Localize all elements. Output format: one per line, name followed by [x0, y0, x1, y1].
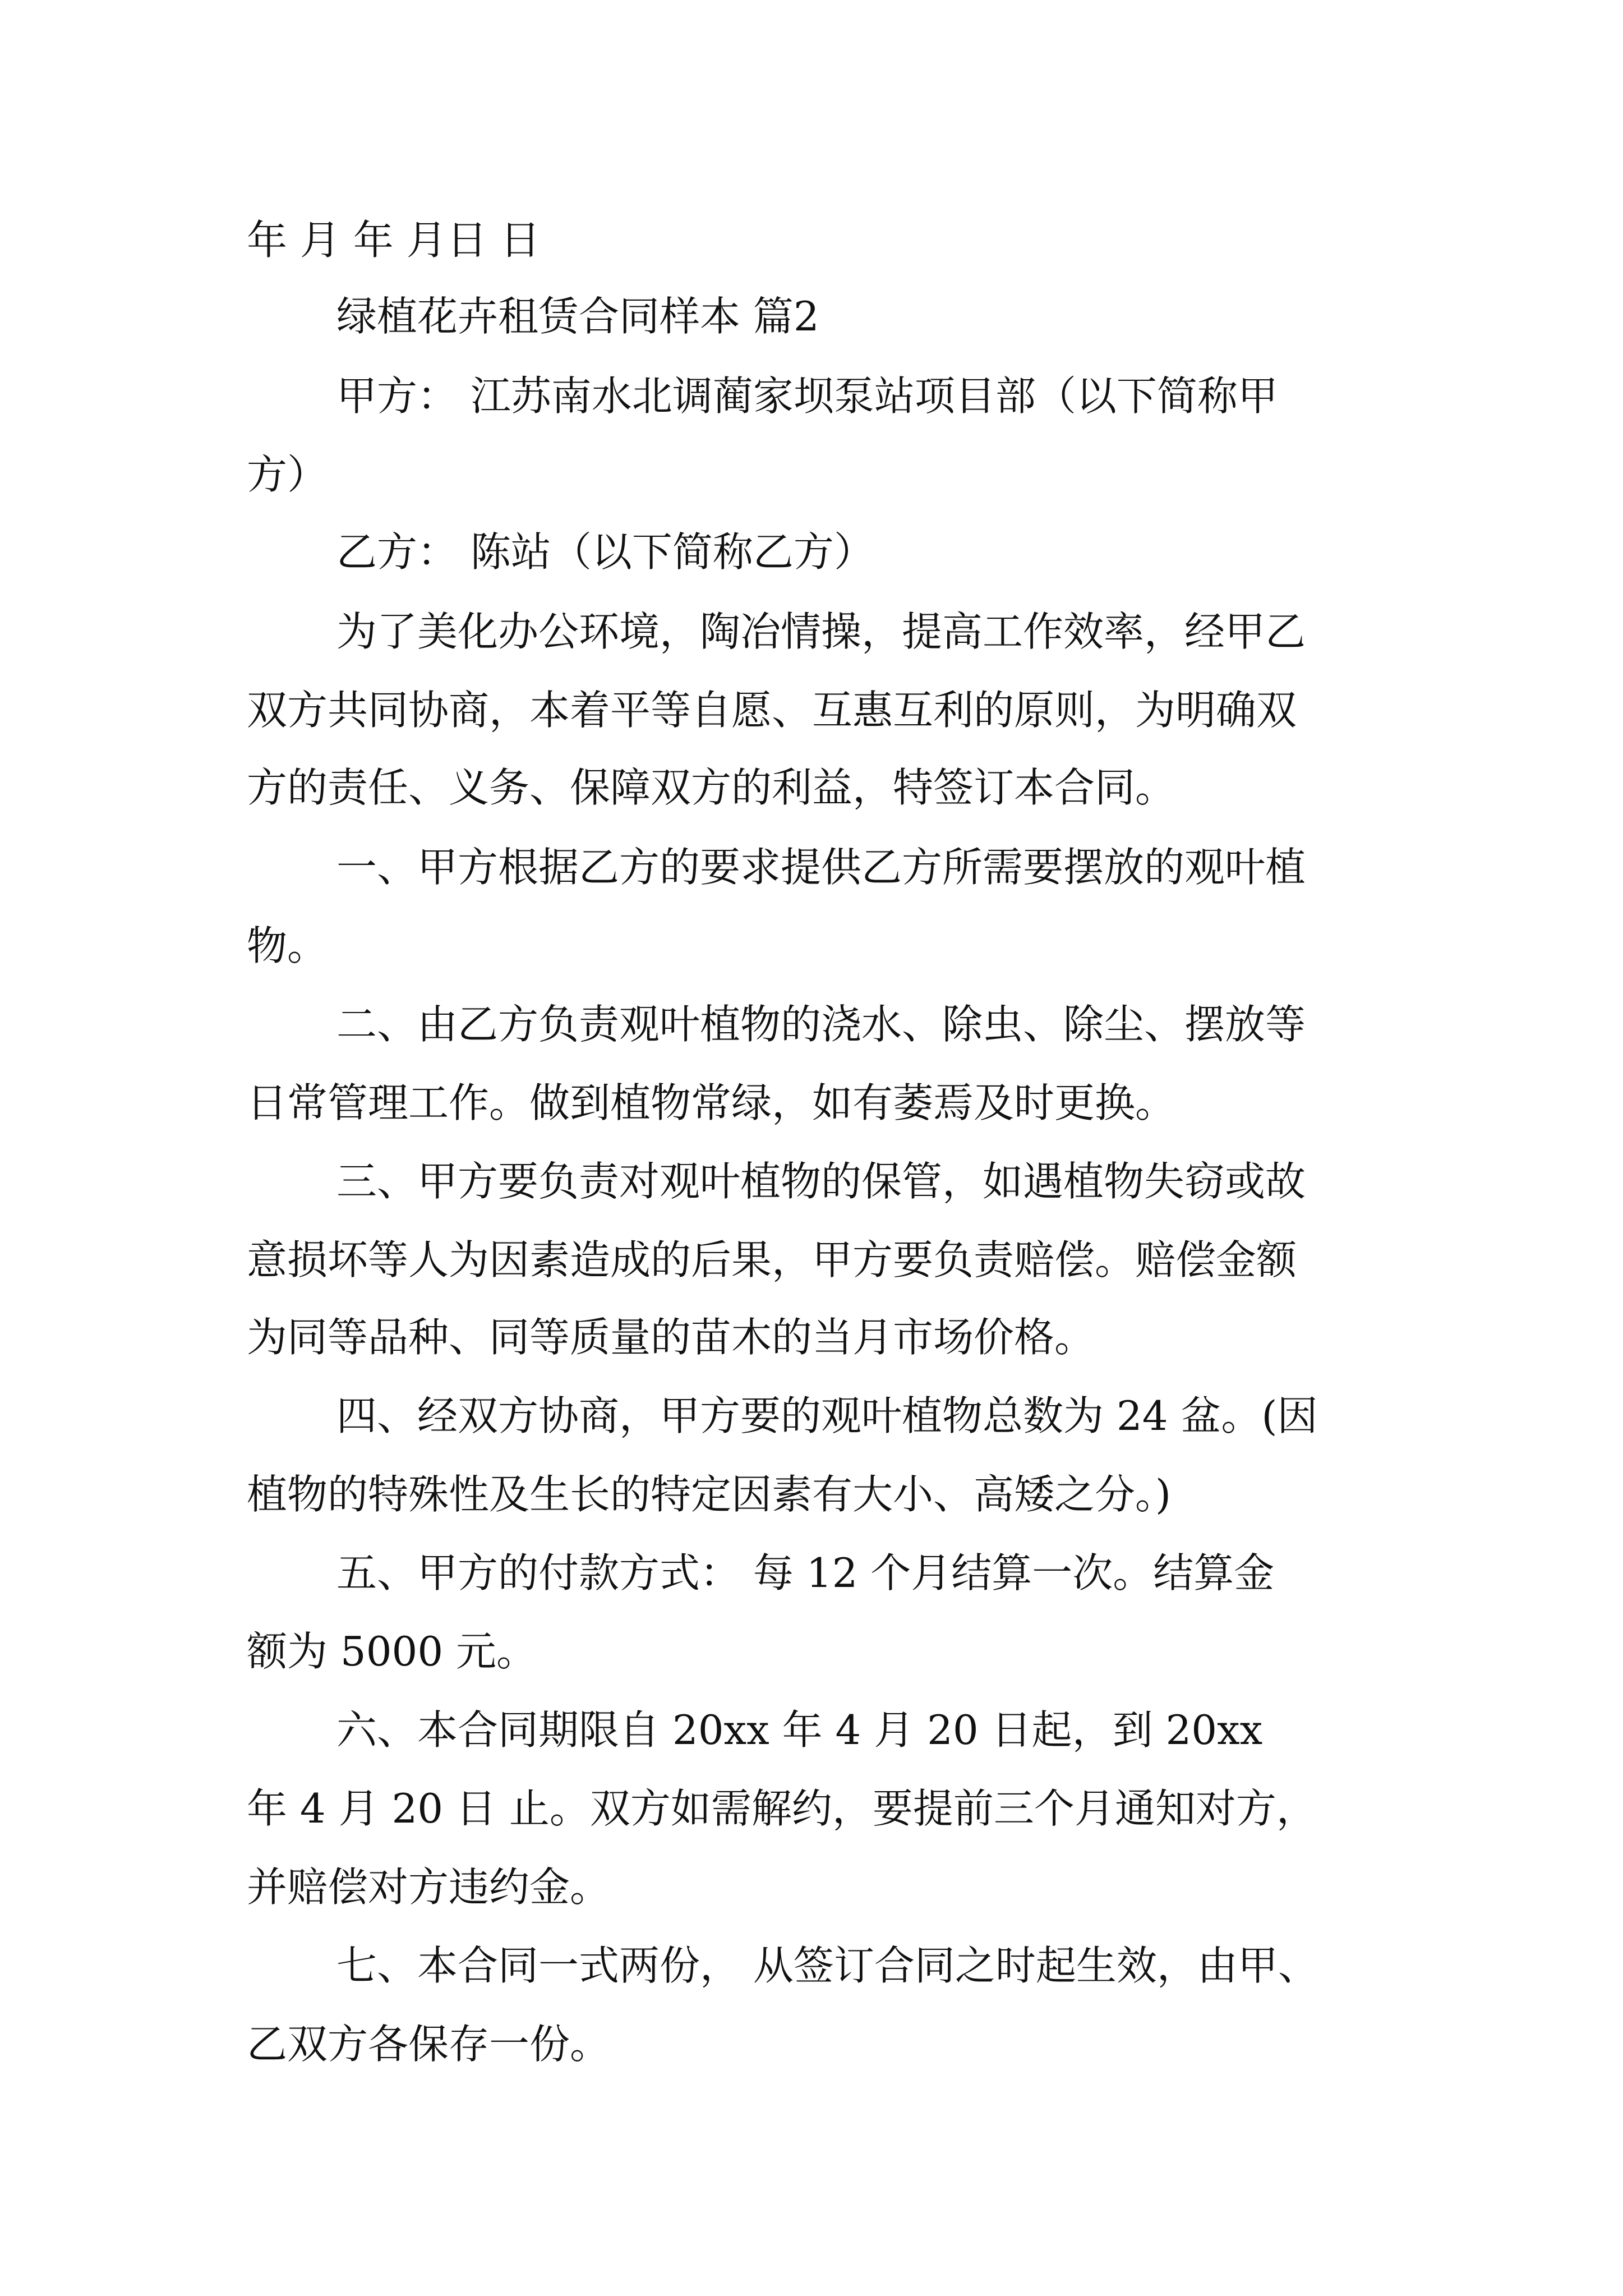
party-b-line: 乙方： 陈站（以下简称乙方） — [336, 528, 874, 576]
intro-paragraph-line-2: 双方共同协商，本着平等自愿、互惠互利的原则，为明确双 — [247, 687, 1297, 734]
intro-paragraph-line-1: 为了美化办公环境，陶冶情操，提高工作效率，经甲乙 — [336, 608, 1306, 655]
clause-3-line-3: 为同等品种、同等质量的苗木的当月市场价格。 — [247, 1314, 1095, 1361]
clause-1-line-1: 一、甲方根据乙方的要求提供乙方所需要摆放的观叶植 — [336, 844, 1306, 891]
clause-2-line-1: 二、由乙方负责观叶植物的浇水、除虫、除尘、摆放等 — [336, 1001, 1306, 1048]
party-a-line: 甲方： 江苏南水北调蔺家坝泵站项目部（以下简称甲 — [336, 372, 1278, 420]
clause-4-line-1: 四、经双方协商，甲方要的观叶植物总数为 24 盆。(因 — [336, 1392, 1318, 1439]
clause-5-line-1: 五、甲方的付款方式： 每 12 个月结算一次。结算金 — [336, 1549, 1275, 1596]
party-a-line-cont: 方） — [247, 451, 328, 498]
clause-3-line-1: 三、甲方要负责对观叶植物的保管，如遇植物失窃或故 — [336, 1158, 1306, 1205]
clause-7-line-1: 七、本合同一式两份， 从签订合同之时起生效，由甲、 — [336, 1942, 1318, 1989]
clause-1-line-2: 物。 — [247, 922, 328, 969]
clause-6-line-3: 并赔偿对方违约金。 — [247, 1864, 611, 1911]
clause-5-line-2: 额为 5000 元。 — [247, 1628, 537, 1675]
clause-6-line-1: 六、本合同期限自 20xx 年 4 月 20 日起，到 20xx — [336, 1706, 1263, 1754]
clause-6-line-2: 年 4 月 20 日 止。双方如需解约，要提前三个月通知对方， — [247, 1785, 1317, 1832]
clause-7-line-2: 乙双方各保存一份。 — [247, 2021, 611, 2068]
clause-3-line-2: 意损坏等人为因素造成的后果，甲方要负责赔偿。赔偿金额 — [247, 1236, 1297, 1283]
intro-paragraph-line-3: 方的责任、义务、保障双方的利益，特签订本合同。 — [247, 764, 1176, 811]
clause-4-line-2: 植物的特殊性及生长的特定因素有大小、高矮之分。) — [247, 1471, 1172, 1518]
section-heading: 绿植花卉租赁合同样本 篇2 — [336, 293, 819, 340]
clause-2-line-2: 日常管理工作。做到植物常绿，如有萎焉及时更换。 — [247, 1079, 1176, 1126]
date-line: 年 月 年 月日 日 — [247, 217, 541, 264]
